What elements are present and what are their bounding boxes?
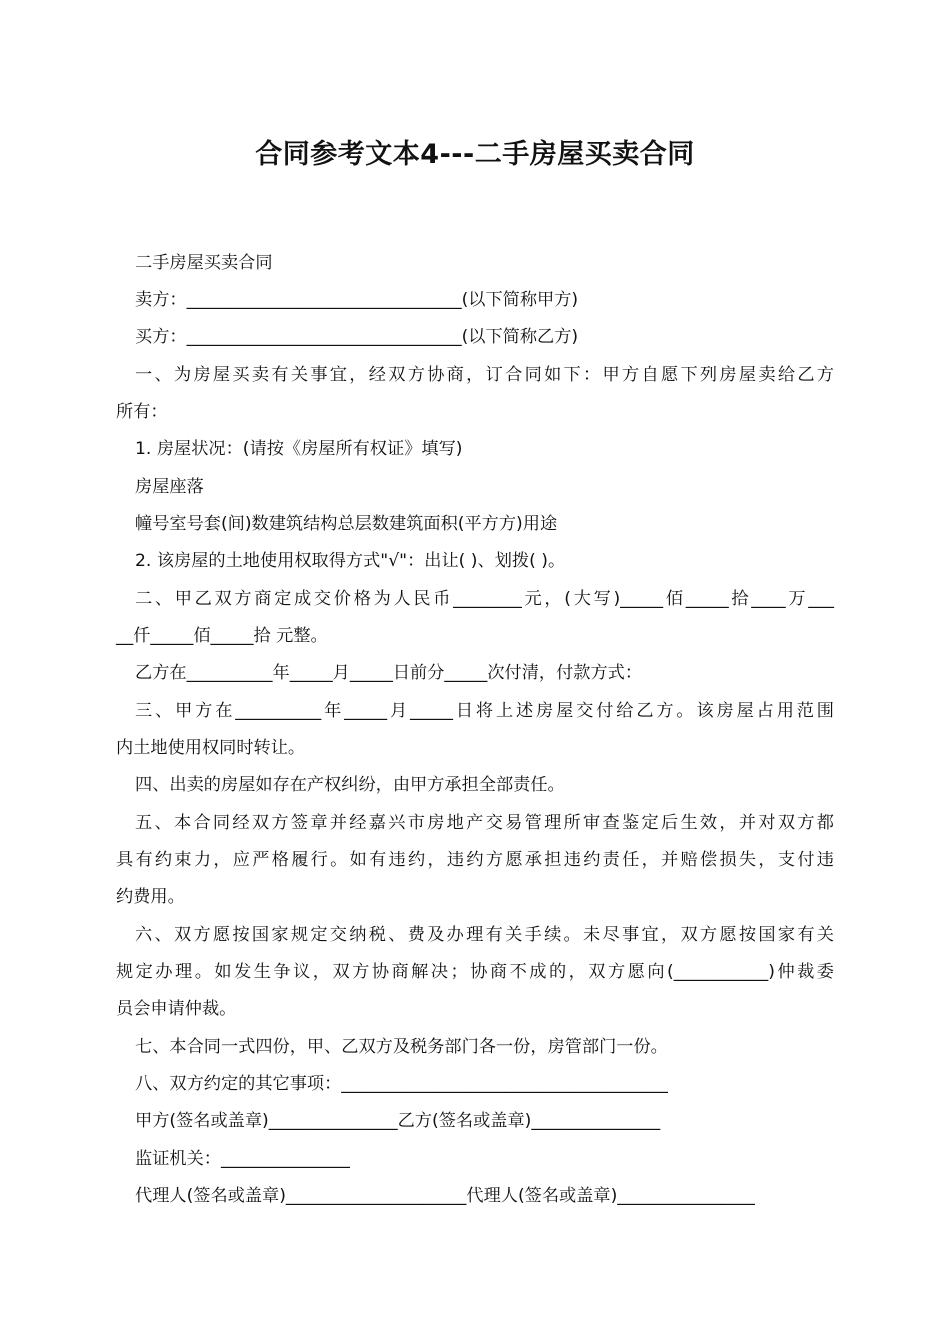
clause-7-line: 七、本合同一式四份，甲、乙双方及税务部门各一份，房管部门一份。 xyxy=(135,1037,668,1057)
agent-signature-line: 代理人(签名或盖章)_____________________代理人(签名或盖章)________________ xyxy=(135,1186,755,1206)
party-signature-line: 甲方(签名或盖章)_______________乙方(签名或盖章)_______________ xyxy=(135,1111,661,1131)
payment-line: 乙方在__________年_____月_____日前分_____次付清，付款方式： xyxy=(135,663,643,683)
document-title: 合同参考文本4---二手房屋买卖合同 xyxy=(255,139,695,170)
buyer-line: 买方：________________________________(以下简称乙方) xyxy=(135,327,579,347)
house-attributes-line: 幢号室号套(间)数建筑结构总层数建筑面积(平方方)用途 xyxy=(135,514,558,534)
clause-1-line-2: 所有： xyxy=(116,402,168,422)
clause-3-line-1: 三、甲方在__________年_____月_____日将上述房屋交付给乙方。该房屋占用范围 xyxy=(135,701,834,721)
clause-6-line-3: 员会申请仲裁。 xyxy=(116,999,237,1019)
supervisor-line: 监证机关：_______________ xyxy=(135,1149,350,1169)
clause-2-line-2: __仟_____佰_____拾 元整。 xyxy=(116,626,328,646)
clause-2-line-1: 二、甲乙双方商定成交价格为人民币________元，(大写)_____佰_____拾____万___ xyxy=(135,589,834,609)
clause-4-line: 四、出卖的房屋如存在产权纠纷，由甲方承担全部责任。 xyxy=(135,775,565,795)
clause-6-line-1: 六、双方愿按国家规定交纳税、费及办理有关手续。未尽事宜，双方愿按国家有关 xyxy=(135,925,834,945)
land-use-line: 2. 该房屋的土地使用权取得方式"√"：出让( )、划拨( )。 xyxy=(135,551,566,571)
clause-1-line-1: 一、为房屋买卖有关事宜，经双方协商，订合同如下：甲方自愿下列房屋卖给乙方 xyxy=(135,365,834,385)
house-location-line: 房屋座落 xyxy=(135,477,204,497)
clause-3-line-2: 内土地使用权同时转让。 xyxy=(116,738,306,758)
clause-5-line-1: 五、本合同经双方签章并经嘉兴市房地产交易管理所审查鉴定后生效，并对双方都 xyxy=(135,813,834,833)
clause-5-line-3: 约费用。 xyxy=(116,887,185,907)
clause-6-line-2: 规定办理。如发生争议，双方协商解决；协商不成的，双方愿向(___________)仲裁委 xyxy=(116,962,834,982)
seller-line: 卖方：________________________________(以下简称甲方) xyxy=(135,290,579,310)
clause-5-line-2: 具有约束力，应严格履行。如有违约，违约方愿承担违约责任，并赔偿损失，支付违 xyxy=(116,850,834,870)
house-status-line: 1. 房屋状况：(请按《房屋所有权证》填写) xyxy=(135,439,463,459)
clause-8-line: 八、双方约定的其它事项：______________________________________ xyxy=(135,1074,668,1094)
contract-name-line: 二手房屋买卖合同 xyxy=(135,253,273,273)
